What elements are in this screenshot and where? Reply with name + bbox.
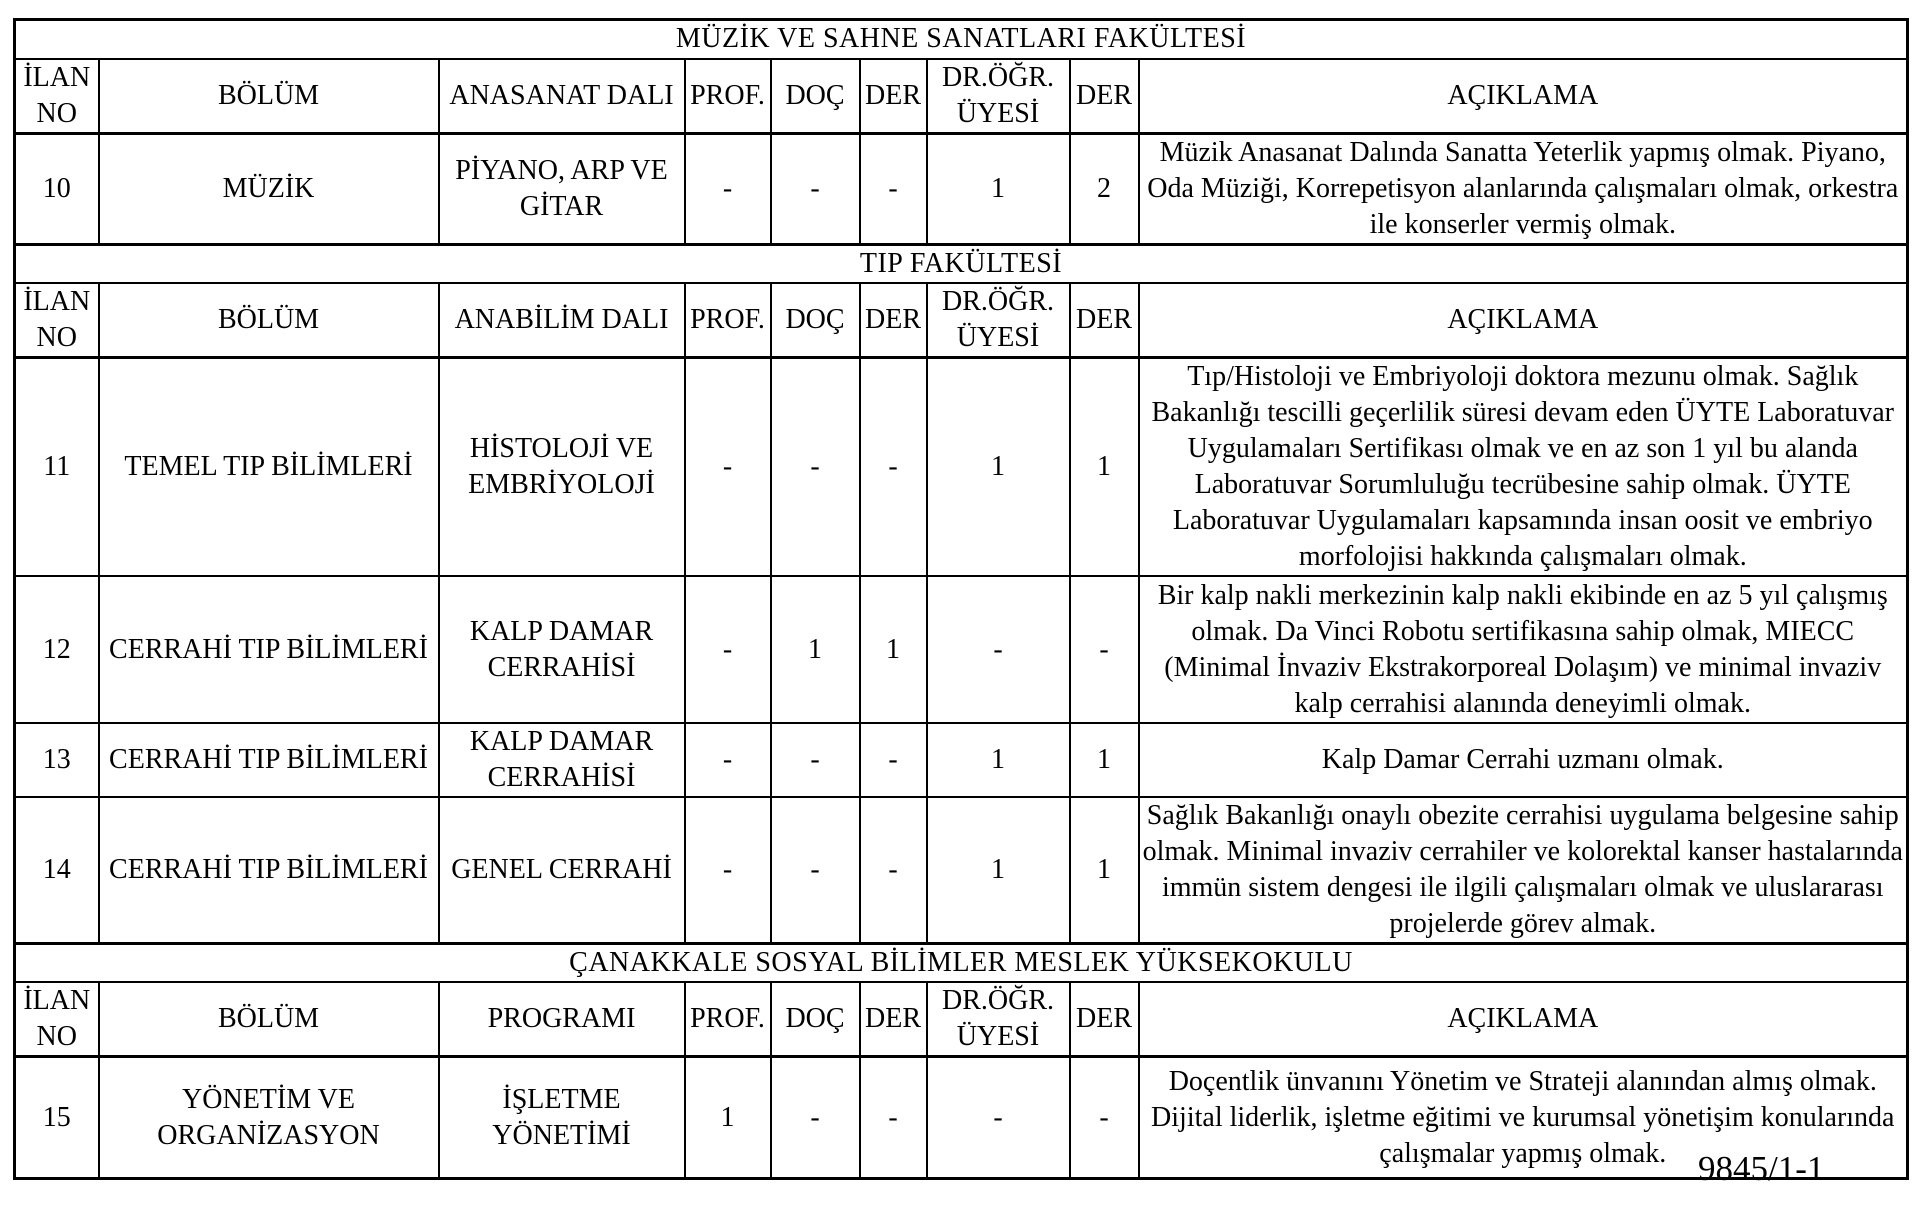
col-header-aciklama: AÇIKLAMA: [1139, 59, 1908, 134]
cell-der: 1: [1070, 358, 1139, 577]
cell-prof: 1: [685, 1057, 771, 1179]
col-header-dal: ANABİLİM DALI: [439, 283, 685, 358]
cell-bolum: CERRAHİ TIP BİLİMLERİ: [99, 576, 439, 723]
cell-der: 2: [1070, 133, 1139, 244]
cell-der: -: [860, 723, 927, 797]
table-row: [15, 1057, 1908, 1179]
cell-doc: -: [771, 797, 860, 944]
col-header-prof: PROF.: [685, 283, 771, 358]
cell-dal: KALP DAMAR CERRAHİSİ: [439, 723, 685, 797]
cell-dr-ogr-uyesi: 1: [927, 133, 1070, 244]
cell-der: -: [1070, 576, 1139, 723]
cell-doc: -: [771, 1057, 860, 1179]
cell-prof: -: [685, 723, 771, 797]
cell-dr-ogr-uyesi: 1: [927, 358, 1070, 577]
cell-der: -: [860, 133, 927, 244]
cell-ilan-no: 13: [15, 723, 99, 797]
col-header-ilan-no: İLAN NO: [15, 283, 99, 358]
cell-dr-ogr-uyesi: -: [927, 1057, 1070, 1179]
column-header-row: [15, 283, 1908, 358]
cell-aciklama: Müzik Anasanat Dalında Sanatta Yeterlik yapmış olmak. Piyano, Oda Müziği, Korrepetisyon alanlarında çalışmaları olmak, orkestra ile konserler vermiş olmak.: [1139, 133, 1908, 244]
column-header-row: [15, 982, 1908, 1057]
table-row: [15, 723, 1908, 797]
cell-der: 1: [860, 576, 927, 723]
cell-prof: -: [685, 358, 771, 577]
cell-ilan-no: 14: [15, 797, 99, 944]
cell-prof: -: [685, 133, 771, 244]
col-header-dr-ogr-uyesi: DR.ÖĞR. ÜYESİ: [927, 59, 1070, 134]
col-header-prof: PROF.: [685, 59, 771, 134]
cell-doc: 1: [771, 576, 860, 723]
section-row: [15, 944, 1908, 983]
page-ref: 9845/1-1: [1698, 1149, 1825, 1188]
cell-dal: KALP DAMAR CERRAHİSİ: [439, 576, 685, 723]
cell-der: 1: [1070, 723, 1139, 797]
table-row: [15, 576, 1908, 723]
col-header-bolum: BÖLÜM: [99, 59, 439, 134]
cell-der: -: [1070, 1057, 1139, 1179]
cell-dr-ogr-uyesi: 1: [927, 797, 1070, 944]
cell-bolum: CERRAHİ TIP BİLİMLERİ: [99, 797, 439, 944]
cell-dr-ogr-uyesi: 1: [927, 723, 1070, 797]
cell-aciklama: Tıp/Histoloji ve Embriyoloji doktora mezunu olmak. Sağlık Bakanlığı tescilli geçerlilik süresi devam eden ÜYTE Laboratuvar Uygulamaları Sertifikası olmak ve en az son 1 yıl bu alanda Laboratuvar Sorumluluğu tecrübesine sahip olmak. ÜYTE Laboratuvar Uygulamaları kapsamında insan oosit ve embriyo morfolojisi hakkında çalışmaları olmak.: [1139, 358, 1908, 577]
announcement-table: [13, 18, 1909, 1180]
col-header-doc: DOÇ: [771, 982, 860, 1057]
col-header-der: DER: [860, 283, 927, 358]
cell-ilan-no: 12: [15, 576, 99, 723]
col-header-ilan-no: İLAN NO: [15, 59, 99, 134]
section-row: [15, 244, 1908, 283]
section-row: [15, 20, 1908, 59]
column-header-row: [15, 59, 1908, 134]
cell-bolum: CERRAHİ TIP BİLİMLERİ: [99, 723, 439, 797]
cell-aciklama: Doçentlik ünvanını Yönetim ve Strateji alanından almış olmak. Dijital liderlik, işletme eğitimi ve kurumsal yönetişim konularında çalışmalar yapmış olmak.: [1139, 1057, 1908, 1179]
col-header-der: DER: [860, 59, 927, 134]
cell-der: -: [860, 1057, 927, 1179]
cell-ilan-no: 11: [15, 358, 99, 577]
col-header-dr-ogr-uyesi: DR.ÖĞR. ÜYESİ: [927, 283, 1070, 358]
col-header-prof: PROF.: [685, 982, 771, 1057]
col-header-dal: PROGRAMI: [439, 982, 685, 1057]
cell-dal: PİYANO, ARP VE GİTAR: [439, 133, 685, 244]
section-title: MÜZİK VE SAHNE SANATLARI FAKÜLTESİ: [15, 20, 1908, 59]
cell-bolum: TEMEL TIP BİLİMLERİ: [99, 358, 439, 577]
col-header-aciklama: AÇIKLAMA: [1139, 982, 1908, 1057]
cell-dal: HİSTOLOJİ VE EMBRİYOLOJİ: [439, 358, 685, 577]
cell-der: 1: [1070, 797, 1139, 944]
col-header-doc: DOÇ: [771, 59, 860, 134]
col-header-der: DER: [1070, 283, 1139, 358]
cell-doc: -: [771, 133, 860, 244]
col-header-bolum: BÖLÜM: [99, 982, 439, 1057]
table-row: [15, 358, 1908, 577]
col-header-doc: DOÇ: [771, 283, 860, 358]
cell-bolum: MÜZİK: [99, 133, 439, 244]
col-header-der: DER: [860, 982, 927, 1057]
cell-prof: -: [685, 797, 771, 944]
cell-aciklama: Bir kalp nakli merkezinin kalp nakli ekibinde en az 5 yıl çalışmış olmak. Da Vinci Robotu sertifikasına sahip olmak, MIECC (Minimal İnvaziv Ekstrakorporeal Dolaşım) ve minimal invaziv kalp cerrahisi alanında deneyimli olmak.: [1139, 576, 1908, 723]
cell-bolum: YÖNETİM VE ORGANİZASYON: [99, 1057, 439, 1179]
section-title: ÇANAKKALE SOSYAL BİLİMLER MESLEK YÜKSEKOKULU: [15, 944, 1908, 983]
cell-doc: -: [771, 358, 860, 577]
cell-der: -: [860, 358, 927, 577]
cell-aciklama: Sağlık Bakanlığı onaylı obezite cerrahisi uygulama belgesine sahip olmak. Minimal invaziv cerrahiler ve kolorektal kanser hastalarında immün sistem dengesi ile ilgili çalışmaları olmak ve uluslararası projelerde görev almak.: [1139, 797, 1908, 944]
col-header-dal: ANASANAT DALI: [439, 59, 685, 134]
cell-dal: İŞLETME YÖNETİMİ: [439, 1057, 685, 1179]
cell-ilan-no: 10: [15, 133, 99, 244]
col-header-der: DER: [1070, 982, 1139, 1057]
cell-aciklama: Kalp Damar Cerrahi uzmanı olmak.: [1139, 723, 1908, 797]
cell-der: -: [860, 797, 927, 944]
cell-dr-ogr-uyesi: -: [927, 576, 1070, 723]
col-header-der: DER: [1070, 59, 1139, 134]
col-header-ilan-no: İLAN NO: [15, 982, 99, 1057]
col-header-dr-ogr-uyesi: DR.ÖĞR. ÜYESİ: [927, 982, 1070, 1057]
section-title: TIP FAKÜLTESİ: [15, 244, 1908, 283]
table-row: [15, 797, 1908, 944]
cell-dal: GENEL CERRAHİ: [439, 797, 685, 944]
col-header-aciklama: AÇIKLAMA: [1139, 283, 1908, 358]
col-header-bolum: BÖLÜM: [99, 283, 439, 358]
table-row: [15, 133, 1908, 244]
cell-doc: -: [771, 723, 860, 797]
cell-ilan-no: 15: [15, 1057, 99, 1179]
cell-prof: -: [685, 576, 771, 723]
